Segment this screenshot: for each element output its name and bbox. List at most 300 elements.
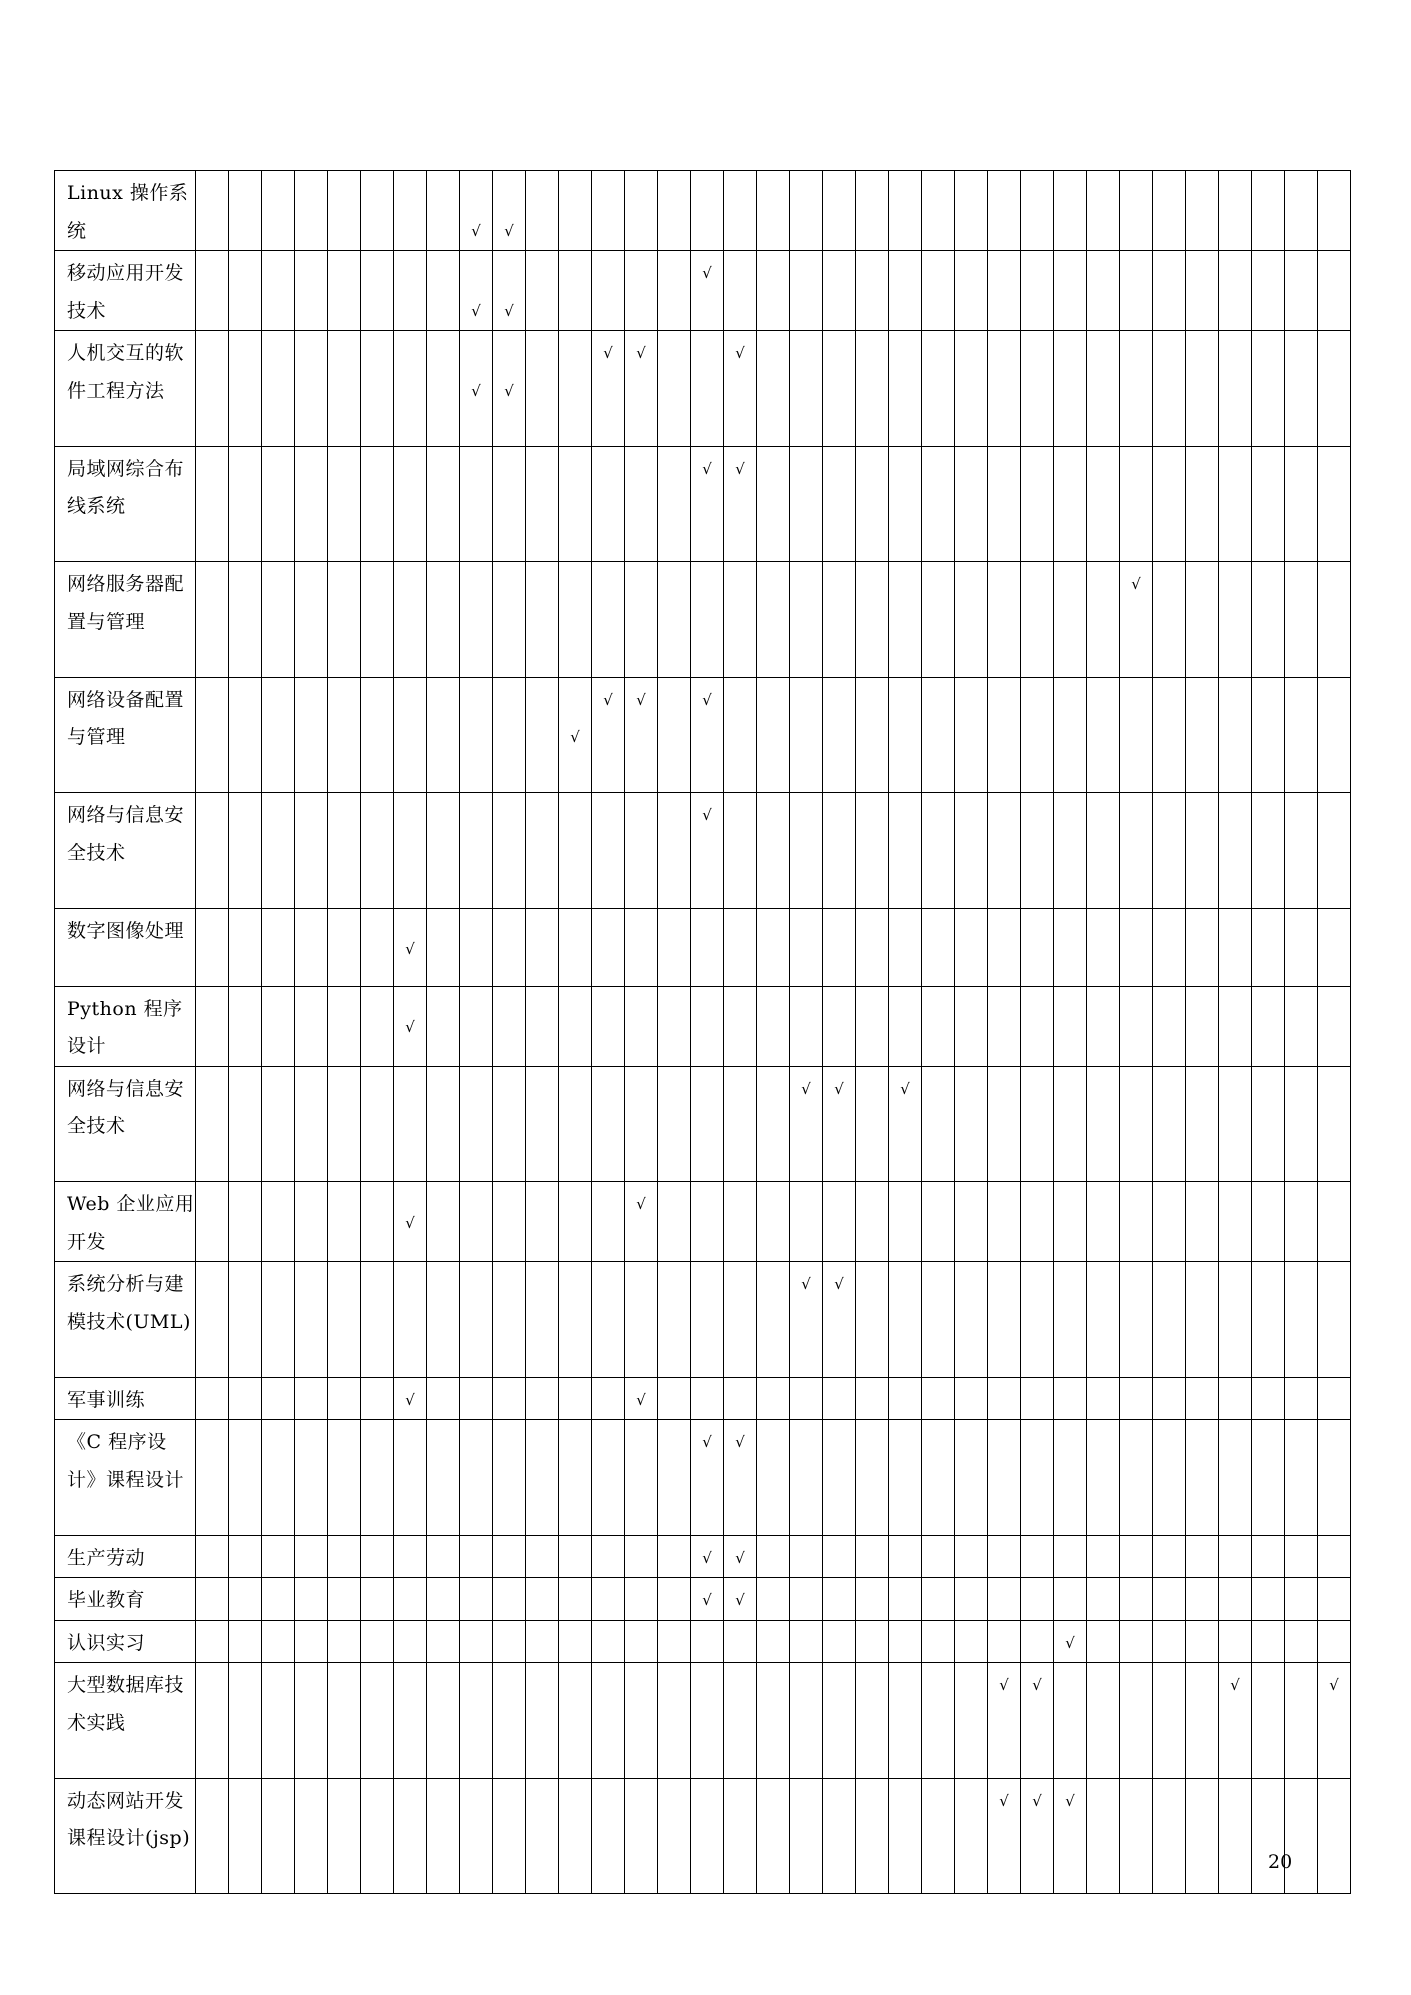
matrix-cell [1186, 677, 1219, 793]
matrix-cell [394, 1535, 427, 1578]
matrix-cell [262, 986, 295, 1066]
matrix-cell [1054, 1535, 1087, 1578]
matrix-cell [955, 986, 988, 1066]
matrix-cell [625, 1377, 658, 1420]
table-row [55, 1377, 1351, 1420]
matrix-cell [988, 908, 1021, 986]
matrix-cell [1252, 1535, 1285, 1578]
matrix-cell [757, 1377, 790, 1420]
matrix-cell [1219, 171, 1252, 251]
matrix-cell [526, 251, 559, 331]
matrix-cell [1153, 1578, 1186, 1621]
matrix-cell [427, 251, 460, 331]
matrix-cell [229, 1066, 262, 1182]
matrix-cell [724, 986, 757, 1066]
matrix-cell [823, 1066, 856, 1182]
page-number: 20 [1268, 1851, 1293, 1873]
matrix-cell [196, 331, 229, 447]
matrix-cell [328, 251, 361, 331]
matrix-cell [394, 677, 427, 793]
matrix-cell [394, 1066, 427, 1182]
matrix-cell [295, 446, 328, 562]
matrix-cell [1219, 793, 1252, 909]
matrix-cell [889, 562, 922, 678]
matrix-cell [229, 1778, 262, 1894]
matrix-cell [1318, 1420, 1351, 1536]
matrix-cell [1153, 986, 1186, 1066]
matrix-cell [328, 1778, 361, 1894]
matrix-cell [889, 1182, 922, 1262]
table-row [55, 171, 1351, 251]
check-mark: √ [999, 1676, 1009, 1694]
matrix-cell [361, 1182, 394, 1262]
matrix-cell [823, 1420, 856, 1536]
table-row [55, 1262, 1351, 1378]
matrix-cell [262, 1620, 295, 1663]
matrix-cell [757, 1262, 790, 1378]
matrix-cell [889, 1377, 922, 1420]
matrix-cell [526, 171, 559, 251]
matrix-cell [460, 1182, 493, 1262]
matrix-cell [691, 986, 724, 1066]
matrix-cell [328, 1620, 361, 1663]
matrix-cell [559, 171, 592, 251]
matrix-cell [823, 331, 856, 447]
matrix-cell [262, 562, 295, 678]
matrix-cell [625, 986, 658, 1066]
course-name-cell: Python 程序设计 [55, 986, 196, 1066]
matrix-cell [1054, 1262, 1087, 1378]
matrix-cell [1285, 1778, 1318, 1894]
matrix-cell [1153, 171, 1186, 251]
matrix-cell [196, 446, 229, 562]
matrix-cell [1054, 1620, 1087, 1663]
matrix-cell [493, 1377, 526, 1420]
matrix-cell [1054, 1377, 1087, 1420]
matrix-cell [1252, 1420, 1285, 1536]
matrix-cell [1087, 1535, 1120, 1578]
matrix-cell [1153, 793, 1186, 909]
matrix-cell [1153, 251, 1186, 331]
matrix-cell [328, 677, 361, 793]
matrix-cell [394, 1620, 427, 1663]
matrix-cell [427, 986, 460, 1066]
matrix-cell [1318, 1182, 1351, 1262]
matrix-cell [1021, 171, 1054, 251]
matrix-cell [625, 1420, 658, 1536]
matrix-cell [493, 251, 526, 331]
matrix-cell [328, 986, 361, 1066]
matrix-cell [1021, 251, 1054, 331]
matrix-cell [691, 562, 724, 678]
matrix-cell [1153, 1182, 1186, 1262]
matrix-cell [856, 1778, 889, 1894]
matrix-cell [856, 1377, 889, 1420]
matrix-cell [955, 793, 988, 909]
check-mark: √ [735, 344, 745, 362]
matrix-cell [1153, 562, 1186, 678]
matrix-cell [328, 1535, 361, 1578]
check-mark: √ [735, 459, 745, 478]
matrix-cell [988, 1535, 1021, 1578]
matrix-cell [559, 331, 592, 447]
matrix-cell [1186, 1578, 1219, 1621]
matrix-cell [328, 1420, 361, 1536]
check-mark: √ [471, 381, 481, 400]
matrix-cell [196, 1182, 229, 1262]
matrix-cell [724, 562, 757, 678]
matrix-cell [460, 986, 493, 1066]
matrix-cell [1054, 986, 1087, 1066]
matrix-cell [757, 677, 790, 793]
matrix-cell [196, 986, 229, 1066]
matrix-cell [724, 446, 757, 562]
matrix-cell [559, 251, 592, 331]
matrix-cell [427, 562, 460, 678]
matrix-cell [1054, 677, 1087, 793]
matrix-cell [1054, 1182, 1087, 1262]
matrix-cell [526, 986, 559, 1066]
matrix-cell [262, 677, 295, 793]
matrix-cell [757, 986, 790, 1066]
matrix-cell [1186, 562, 1219, 678]
matrix-cell [1318, 1262, 1351, 1378]
matrix-cell [625, 1066, 658, 1182]
matrix-cell [1021, 908, 1054, 986]
course-name-cell: 生产劳动 [55, 1535, 196, 1578]
matrix-cell [1087, 793, 1120, 909]
check-mark: √ [702, 264, 712, 282]
matrix-cell [229, 1620, 262, 1663]
matrix-cell [1153, 908, 1186, 986]
matrix-cell [592, 677, 625, 793]
matrix-cell [460, 1535, 493, 1578]
matrix-cell [493, 1578, 526, 1621]
matrix-cell [1087, 171, 1120, 251]
matrix-cell [427, 1377, 460, 1420]
matrix-cell [1285, 446, 1318, 562]
matrix-cell [328, 908, 361, 986]
matrix-cell [328, 1578, 361, 1621]
matrix-cell [1186, 1420, 1219, 1536]
matrix-cell [1285, 251, 1318, 331]
matrix-cell [493, 331, 526, 447]
matrix-cell [262, 1182, 295, 1262]
matrix-cell [460, 251, 493, 331]
matrix-cell [1318, 986, 1351, 1066]
matrix-cell [295, 331, 328, 447]
matrix-cell [262, 1066, 295, 1182]
matrix-cell [460, 331, 493, 447]
matrix-cell [295, 1182, 328, 1262]
matrix-cell [691, 1262, 724, 1378]
matrix-cell [493, 793, 526, 909]
matrix-cell [658, 171, 691, 251]
matrix-cell [889, 1535, 922, 1578]
matrix-cell [460, 562, 493, 678]
matrix-cell [262, 1420, 295, 1536]
matrix-cell [1021, 1578, 1054, 1621]
table-row [55, 1620, 1351, 1663]
matrix-cell [691, 1420, 724, 1536]
matrix-cell [196, 1066, 229, 1182]
matrix-cell [1021, 1778, 1054, 1894]
matrix-cell [559, 677, 592, 793]
matrix-cell [1054, 331, 1087, 447]
matrix-cell [262, 446, 295, 562]
table-row [55, 331, 1351, 447]
course-name-cell: 《C 程序设计》课程设计 [55, 1420, 196, 1536]
matrix-cell [493, 562, 526, 678]
matrix-cell [823, 1620, 856, 1663]
matrix-cell [394, 1262, 427, 1378]
matrix-cell [196, 562, 229, 678]
matrix-cell [790, 1066, 823, 1182]
matrix-cell [1087, 1182, 1120, 1262]
matrix-cell [625, 1663, 658, 1779]
matrix-cell [1219, 1663, 1252, 1779]
matrix-cell [361, 1066, 394, 1182]
matrix-cell [823, 251, 856, 331]
check-mark: √ [702, 459, 712, 478]
matrix-cell [658, 1377, 691, 1420]
matrix-cell [625, 1620, 658, 1663]
matrix-cell [559, 908, 592, 986]
matrix-cell [559, 986, 592, 1066]
matrix-cell [361, 986, 394, 1066]
matrix-cell [1120, 677, 1153, 793]
matrix-cell [526, 446, 559, 562]
table-row [55, 562, 1351, 678]
matrix-cell [922, 1420, 955, 1536]
matrix-cell [658, 1420, 691, 1536]
matrix-cell [625, 677, 658, 793]
matrix-cell [1252, 1066, 1285, 1182]
check-mark: √ [735, 1548, 745, 1567]
matrix-cell [691, 1066, 724, 1182]
matrix-cell [592, 1535, 625, 1578]
matrix-cell [889, 1262, 922, 1378]
matrix-cell [1219, 986, 1252, 1066]
matrix-cell [1021, 986, 1054, 1066]
matrix-cell [196, 1778, 229, 1894]
matrix-cell [1087, 986, 1120, 1066]
matrix-cell [1252, 171, 1285, 251]
matrix-cell [1285, 1182, 1318, 1262]
course-name-cell: 大型数据库技术实践 [55, 1663, 196, 1779]
matrix-cell [592, 171, 625, 251]
matrix-cell [1054, 446, 1087, 562]
matrix-cell [856, 1066, 889, 1182]
matrix-cell [526, 1535, 559, 1578]
matrix-cell [757, 793, 790, 909]
table-row [55, 986, 1351, 1066]
matrix-cell [493, 986, 526, 1066]
matrix-cell [1318, 1620, 1351, 1663]
matrix-cell [955, 1377, 988, 1420]
matrix-cell [1219, 1578, 1252, 1621]
matrix-cell [1087, 446, 1120, 562]
check-mark: √ [834, 1275, 844, 1293]
matrix-cell [757, 1778, 790, 1894]
check-mark: √ [405, 1213, 415, 1232]
matrix-cell [394, 908, 427, 986]
check-mark: √ [405, 940, 415, 959]
matrix-cell [1285, 1663, 1318, 1779]
matrix-cell [724, 1663, 757, 1779]
matrix-cell [691, 1778, 724, 1894]
matrix-cell [361, 171, 394, 251]
matrix-cell [1120, 251, 1153, 331]
matrix-cell [889, 793, 922, 909]
matrix-cell [1087, 331, 1120, 447]
matrix-cell [427, 1535, 460, 1578]
matrix-cell [460, 1778, 493, 1894]
matrix-cell [856, 1420, 889, 1536]
matrix-cell [889, 1663, 922, 1779]
matrix-cell [1219, 677, 1252, 793]
course-name-cell: 数字图像处理 [55, 908, 196, 986]
course-name-cell: 网络服务器配置与管理 [55, 562, 196, 678]
matrix-cell [658, 331, 691, 447]
matrix-cell [262, 1377, 295, 1420]
matrix-cell [823, 677, 856, 793]
matrix-cell [592, 908, 625, 986]
check-mark: √ [1131, 575, 1141, 593]
matrix-cell [658, 1578, 691, 1621]
matrix-cell [1087, 251, 1120, 331]
check-mark: √ [1065, 1633, 1075, 1652]
course-name-cell: 人机交互的软件工程方法 [55, 331, 196, 447]
matrix-cell [823, 1663, 856, 1779]
matrix-cell [691, 1535, 724, 1578]
matrix-cell [592, 331, 625, 447]
matrix-cell [955, 1420, 988, 1536]
check-mark: √ [636, 690, 646, 709]
matrix-cell [196, 793, 229, 909]
matrix-cell [295, 908, 328, 986]
matrix-cell [1054, 1066, 1087, 1182]
matrix-cell [394, 1377, 427, 1420]
matrix-cell [526, 1778, 559, 1894]
matrix-cell [955, 331, 988, 447]
matrix-cell [262, 908, 295, 986]
matrix-cell [724, 908, 757, 986]
matrix-cell [922, 677, 955, 793]
matrix-cell [724, 1778, 757, 1894]
matrix-cell [1219, 562, 1252, 678]
matrix-cell [889, 1578, 922, 1621]
matrix-cell [592, 1066, 625, 1182]
matrix-cell [988, 331, 1021, 447]
table-row [55, 1182, 1351, 1262]
matrix-cell [658, 1778, 691, 1894]
course-name-cell: 动态网站开发课程设计(jsp) [55, 1778, 196, 1894]
matrix-cell [724, 1377, 757, 1420]
matrix-cell [757, 1663, 790, 1779]
matrix-cell [427, 908, 460, 986]
check-mark: √ [702, 690, 712, 709]
matrix-cell [1021, 562, 1054, 678]
matrix-cell [1021, 1620, 1054, 1663]
matrix-cell [328, 171, 361, 251]
matrix-cell [658, 1663, 691, 1779]
matrix-cell [196, 171, 229, 251]
matrix-cell [493, 1420, 526, 1536]
matrix-cell [1087, 1778, 1120, 1894]
matrix-cell [361, 793, 394, 909]
matrix-cell [1186, 793, 1219, 909]
matrix-cell [1021, 1663, 1054, 1779]
matrix-cell [625, 446, 658, 562]
matrix-cell [1021, 1420, 1054, 1536]
matrix-cell [394, 1182, 427, 1262]
matrix-cell [988, 986, 1021, 1066]
matrix-cell [460, 1620, 493, 1663]
matrix-cell [394, 1778, 427, 1894]
matrix-cell [790, 1262, 823, 1378]
matrix-cell [493, 171, 526, 251]
matrix-cell [526, 793, 559, 909]
matrix-cell [955, 446, 988, 562]
matrix-cell [1120, 1578, 1153, 1621]
matrix-cell [1054, 1578, 1087, 1621]
matrix-cell [790, 446, 823, 562]
matrix-cell [790, 1663, 823, 1779]
matrix-cell [955, 1535, 988, 1578]
matrix-cell [1120, 793, 1153, 909]
matrix-cell [295, 1535, 328, 1578]
matrix-cell [1120, 1182, 1153, 1262]
matrix-cell [922, 1578, 955, 1621]
matrix-cell [1120, 1420, 1153, 1536]
matrix-cell [1186, 986, 1219, 1066]
matrix-cell [1318, 251, 1351, 331]
matrix-cell [262, 793, 295, 909]
matrix-cell [823, 986, 856, 1066]
matrix-cell [625, 1535, 658, 1578]
matrix-cell [328, 1663, 361, 1779]
matrix-cell [691, 1578, 724, 1621]
matrix-cell [955, 171, 988, 251]
matrix-cell [856, 1262, 889, 1378]
matrix-cell [955, 1182, 988, 1262]
matrix-cell [262, 1578, 295, 1621]
matrix-cell [625, 908, 658, 986]
matrix-cell [328, 562, 361, 678]
matrix-cell [1186, 908, 1219, 986]
matrix-cell [1252, 1663, 1285, 1779]
matrix-cell [823, 1778, 856, 1894]
matrix-cell [790, 1420, 823, 1536]
matrix-cell [988, 562, 1021, 678]
matrix-cell [691, 793, 724, 909]
matrix-cell [361, 1778, 394, 1894]
matrix-cell [955, 562, 988, 678]
matrix-cell [295, 1663, 328, 1779]
course-name-cell: Web 企业应用开发 [55, 1182, 196, 1262]
matrix-cell [559, 1066, 592, 1182]
matrix-cell [1252, 986, 1285, 1066]
matrix-cell [526, 1663, 559, 1779]
matrix-cell [790, 1535, 823, 1578]
matrix-cell [427, 446, 460, 562]
matrix-cell [1219, 1420, 1252, 1536]
check-mark: √ [471, 301, 481, 320]
matrix-cell [493, 1182, 526, 1262]
matrix-cell [1186, 446, 1219, 562]
matrix-cell [1219, 446, 1252, 562]
